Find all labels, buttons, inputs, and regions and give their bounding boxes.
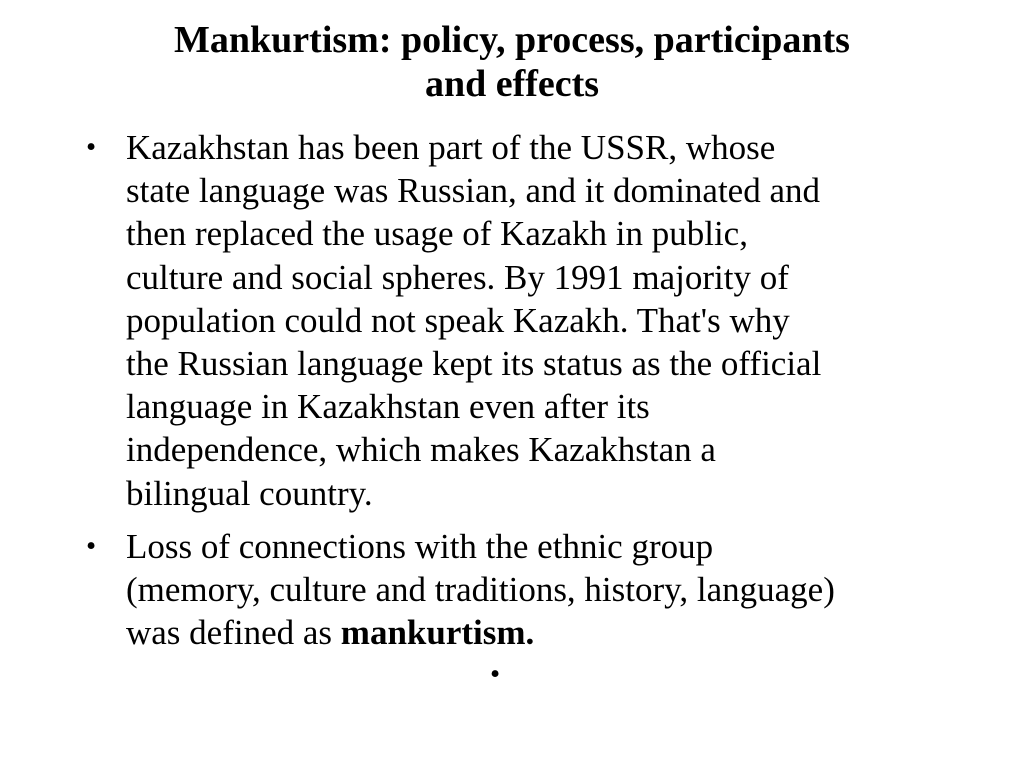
bullet-line: (memory, culture and traditions, history, language) [126,570,835,610]
bullet-line: state language was Russian, and it dominated and [126,171,821,211]
bullet-line: bilingual country. [126,473,373,513]
bullet-line: independence, which makes Kazakhstan a [126,430,716,470]
slide-title-line-1: Mankurtism: policy, process, participants [174,19,850,61]
bullet-line: culture and social spheres. By 1991 majority of [126,257,789,297]
bullet-marker: • [86,530,97,562]
bullet-text [126,126,821,515]
bullet-line: the Russian language kept its status as the official [126,344,822,384]
bullet-line: language in Kazakhstan even after its [126,387,650,427]
slide-title-line-2: and effects [424,63,600,105]
term-mankurtism: mankurtism. [340,613,535,653]
bullet-line: Kazakhstan has been part of the USSR, whose [126,128,776,167]
bullet-line: Loss of connections with the ethnic group [126,527,714,566]
bullet-marker: • [86,131,97,163]
bullet-marker: • [490,658,501,690]
bullet-text [126,525,835,655]
slide-title [90,18,934,106]
bullet-line-last [126,611,835,654]
bullet-line: population could not speak Kazakh. That's why [126,300,790,340]
bullet-line-prefix: was defined as [126,613,341,653]
bullet-line: then replaced the usage of Kazakh in public, [126,214,748,254]
